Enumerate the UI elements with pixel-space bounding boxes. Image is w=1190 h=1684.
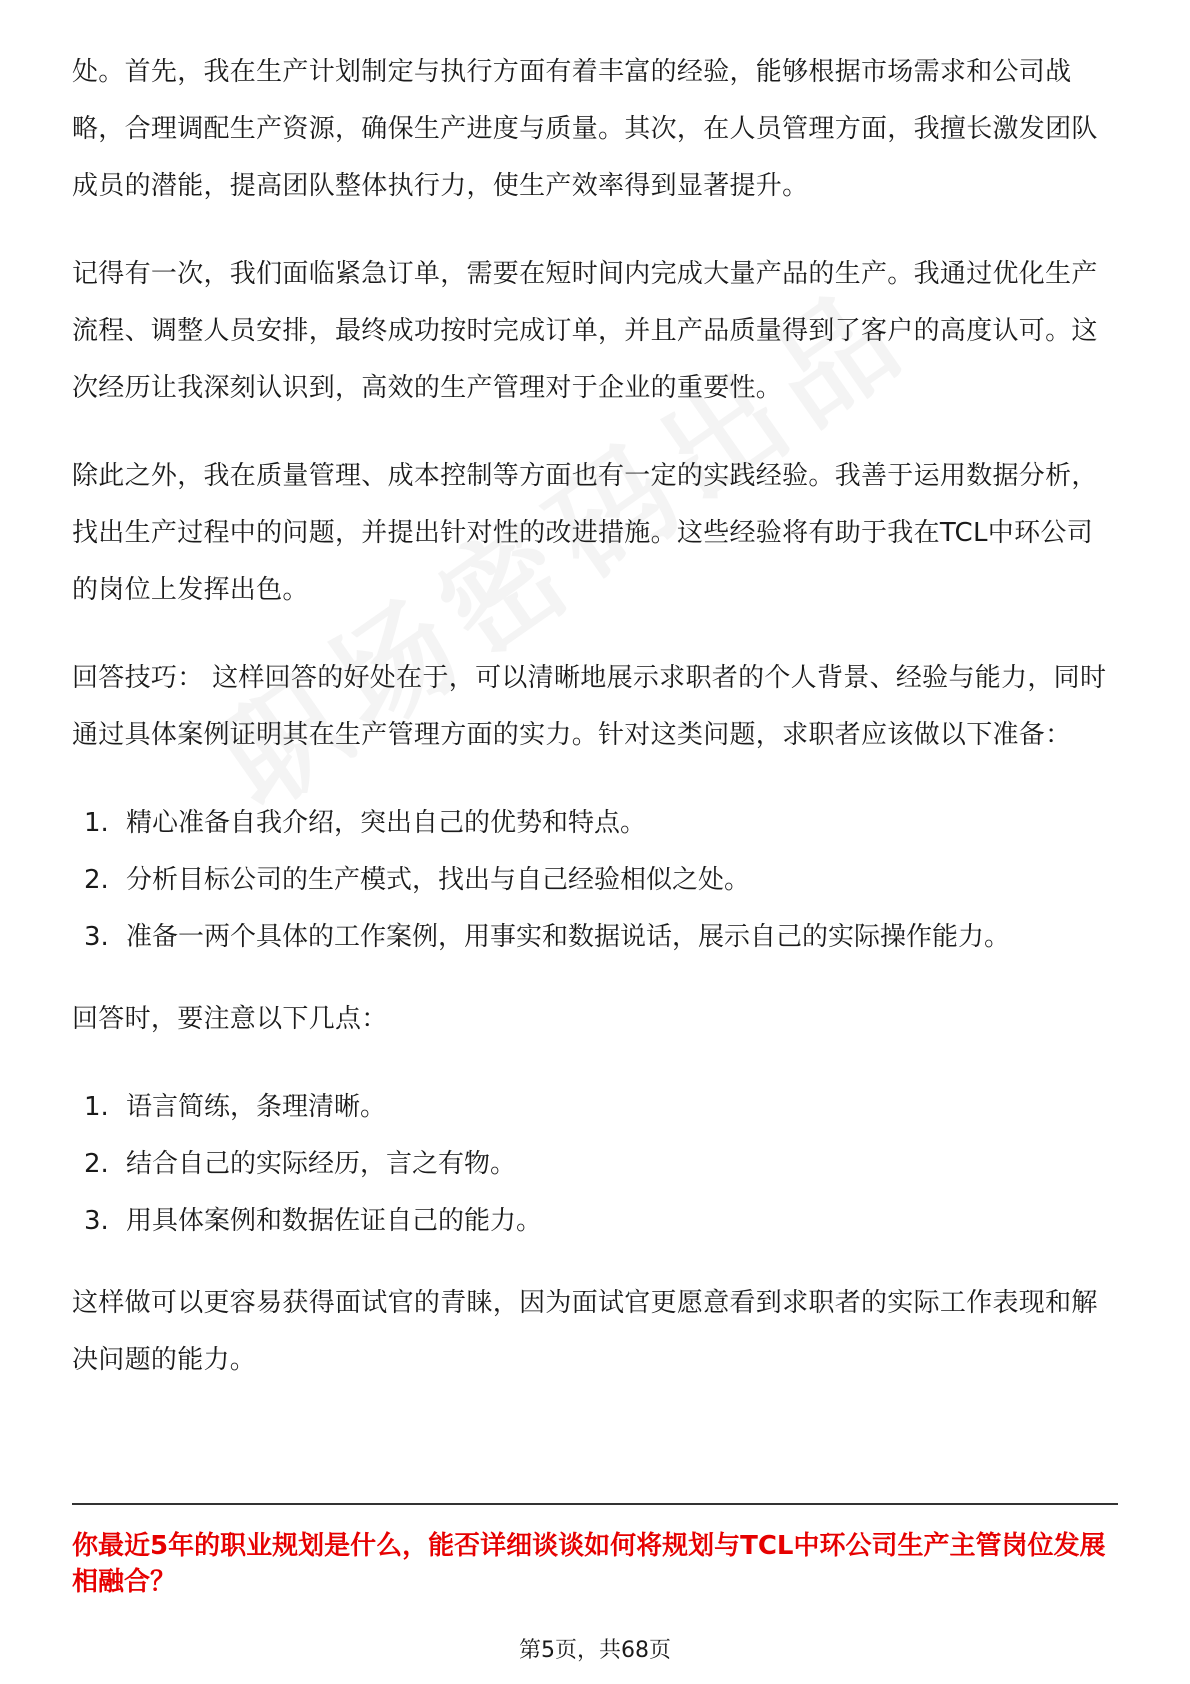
next-question-heading: 你最近5年的职业规划是什么，能否详细谈谈如何将规划与TCL中环公司生产主管岗位发展相融合？	[72, 1531, 1106, 1597]
paragraph-conclusion: 这样做可以更容易获得面试官的青睐，因为面试官更愿意看到求职者的实际工作表现和解决问题的能力。	[72, 1288, 1098, 1375]
list-text: 精心准备自我介绍，突出自己的优势和特点。	[126, 808, 647, 838]
paragraph-case: 记得有一次，我们面临紧急订单，需要在短时间内完成大量产品的生产。我通过优化生产流程、调整人员安排，最终成功按时完成订单，并且产品质量得到了客户的高度认可。这次经历让我深刻认识到，高效的生产管理对于企业的重要性。	[72, 259, 1098, 403]
list-number: 1.	[84, 1092, 109, 1122]
page-number: 第5页，共68页	[519, 1638, 671, 1663]
list-text: 结合自己的实际经历，言之有物。	[126, 1149, 517, 1179]
list-item	[72, 1079, 1118, 1136]
list-item	[72, 852, 1118, 909]
list-text: 用具体案例和数据佐证自己的能力。	[126, 1206, 543, 1236]
paragraph-answer-tips: 回答技巧： 这样回答的好处在于，可以清晰地展示求职者的个人背景、经验与能力，同时通过具体案例证明其在生产管理方面的实力。针对这类问题，求职者应该做以下准备：	[72, 663, 1107, 750]
list-item	[72, 795, 1118, 852]
document-body	[72, 44, 1118, 1420]
list-number: 3.	[84, 922, 109, 952]
paragraph-notes-intro: 回答时，要注意以下几点：	[72, 1004, 388, 1034]
list-item	[72, 1136, 1118, 1193]
list-number: 1.	[84, 808, 109, 838]
notes-list	[72, 1079, 1118, 1250]
list-text: 准备一两个具体的工作案例，用事实和数据说话，展示自己的实际操作能力。	[126, 922, 1011, 952]
list-number: 2.	[84, 865, 109, 895]
list-text: 分析目标公司的生产模式，找出与自己经验相似之处。	[126, 865, 751, 895]
preparation-list	[72, 795, 1118, 966]
list-item	[72, 1193, 1118, 1250]
paragraph-experience: 处。首先，我在生产计划制定与执行方面有着丰富的经验，能够根据市场需求和公司战略，合理调配生产资源，确保生产进度与质量。其次，在人员管理方面，我擅长激发团队成员的潜能，提高团队整体执行力，使生产效率得到显著提升。	[72, 57, 1098, 201]
list-item	[72, 909, 1118, 966]
list-number: 2.	[84, 1149, 109, 1179]
paragraph-extra-experience: 除此之外，我在质量管理、成本控制等方面也有一定的实践经验。我善于运用数据分析，找出生产过程中的问题，并提出针对性的改进措施。这些经验将有助于我在TCL中环公司的岗位上发挥出色。	[72, 461, 1098, 605]
list-number: 3.	[84, 1206, 109, 1236]
list-text: 语言简练，条理清晰。	[126, 1092, 387, 1122]
section-divider	[72, 1503, 1118, 1505]
